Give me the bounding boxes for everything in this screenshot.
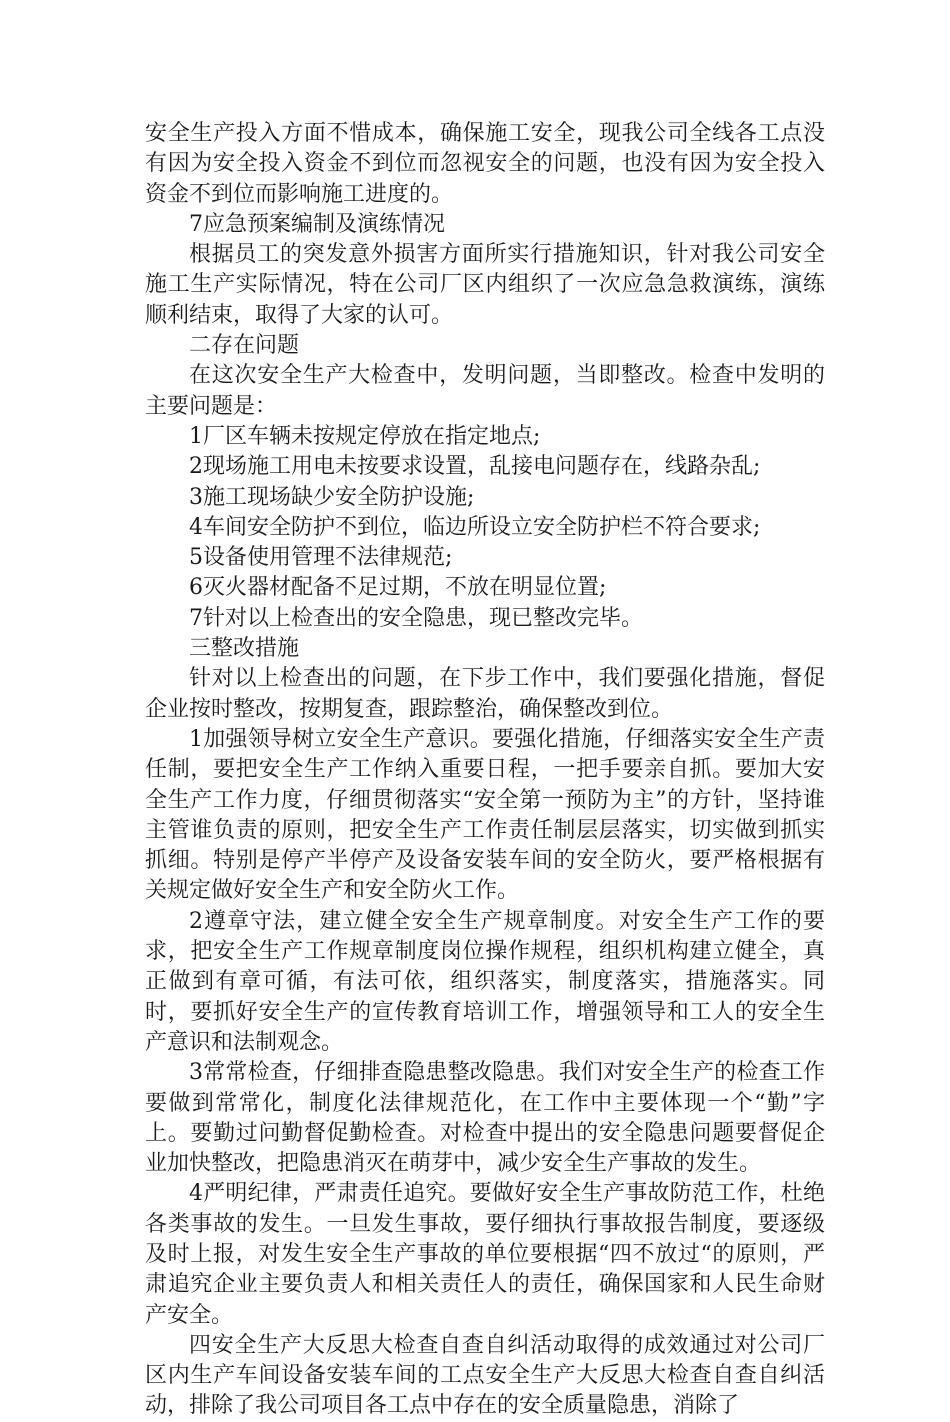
paragraph: 4严明纪律，严肃责任追究。要做好安全生产事故防范工作，杜绝各类事故的发生。一旦发生事故，要仔细执行事故报告制度，要逐级及时上报，对发生安全生产事故的单位要根据“四不放过“的原则，严肃追究企业主要负责人和相关责任人的责任，确保国家和人民生命财产安全。 xyxy=(145,1181,825,1328)
list-item: 3施工现场缺少安全防护设施; xyxy=(189,484,475,510)
section-heading: 三整改措施 xyxy=(189,636,300,662)
section-heading: 二存在问题 xyxy=(189,333,300,359)
list-item: 6灭火器材配备不足过期，不放在明显位置; xyxy=(189,575,607,601)
list-item: 7针对以上检查出的安全隐患，现已整改完毕。 xyxy=(189,605,643,631)
list-item: 1厂区车辆未按规定停放在指定地点; xyxy=(189,423,541,449)
paragraph: 在这次安全生产大检查中，发明问题，当即整改。检查中发明的主要问题是： xyxy=(145,363,825,419)
paragraph: 2遵章守法，建立健全安全生产规章制度。对安全生产工作的要求，把安全生产工作规章制度岗位操作规程，组织机构建立健全，真正做到有章可循，有法可依，组织落实，制度落实，措施落实。同时，要抓好安全生产的宣传教育培训工作，增强领导和工人的安全生产意识和法制观念。 xyxy=(145,908,825,1055)
list-item: 4车间安全防护不到位，临边所设立安全防护栏不符合要求; xyxy=(189,514,761,540)
section-item-heading: 7应急预案编制及演练情况 xyxy=(189,211,445,237)
list-item: 2现场施工用电未按要求设置，乱接电问题存在，线路杂乱; xyxy=(189,454,761,480)
paragraph: 根据员工的突发意外损害方面所实行措施知识，针对我公司安全施工生产实际情况，特在公司厂区内组织了一次应急急救演练，演练顺利结束，取得了大家的认可。 xyxy=(145,242,825,328)
document-body xyxy=(145,119,825,1422)
paragraph: 3常常检查，仔细排查隐患整改隐患。我们对安全生产的检查工作要做到常常化，制度化法律规范化，在工作中主要体现一个“勤”字上。要勤过问勤督促勤检查。对检查中提出的安全隐患问题要督促企业加快整改，把隐患消灭在萌芽中，减少安全生产事故的发生。 xyxy=(145,1060,825,1177)
paragraph: 四安全生产大反思大检查自查自纠活动取得的成效通过对公司厂区内生产车间设备安装车间的工点安全生产大反思大检查自查自纠活动，排除了我公司项目各工点中存在的安全质量隐患，消除了 xyxy=(145,1332,825,1419)
paragraph: 1加强领导树立安全生产意识。要强化措施，仔细落实安全生产责任制，要把安全生产工作纳入重要日程，一把手要亲自抓。要加大安全生产工作力度，仔细贯彻落实“安全第一预防为主”的方针，坚持谁主管谁负责的原则，把安全生产工作责任制层层落实，切实做到抓实抓细。特别是停产半停产及设备安装车间的安全防火，要严格根据有关规定做好安全生产和安全防火工作。 xyxy=(145,726,825,904)
paragraph: 针对以上检查出的问题，在下步工作中，我们要强化措施，督促企业按时整改，按期复查，跟踪整治，确保整改到位。 xyxy=(145,666,825,722)
list-item: 5设备使用管理不法律规范; xyxy=(189,545,453,571)
paragraph: 安全生产投入方面不惜成本，确保施工安全，现我公司全线各工点没有因为安全投入资金不到位而忽视安全的问题，也没有因为安全投入资金不到位而影响施工进度的。 xyxy=(145,121,825,207)
